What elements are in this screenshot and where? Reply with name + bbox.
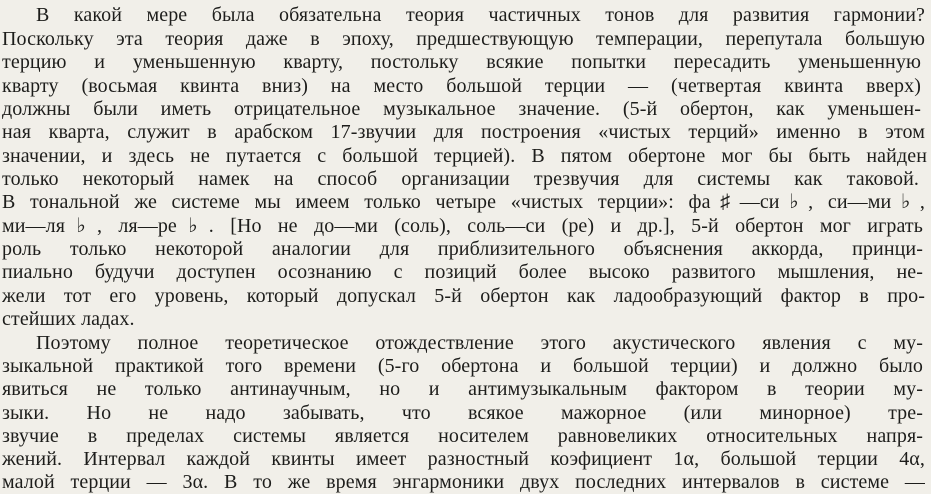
text-line-5: должны были иметь отрицательное музыкальное значение. (5-й обертон, как уменьшен- [2,98,921,120]
text-line-8: только некоторый намек на способ организации трезвучия для системы как таковой. [2,168,919,190]
text-line-7: значении, и здесь не путается с большой терцией). В пятом обертоне мог бы быть найден [2,145,927,167]
text-line-4: кварту (восьмая квинта вниз) на место большой терции — (четвертая квинта вверх) [2,75,921,97]
text-line-9: В тональной же системе мы имеем только четыре «чистых терции»: фа♯—си♭, си—ми♭, [2,191,925,213]
text-line-21: малой терции — 3α. В то же время энгармоники двух последних интервалов в системе — [2,471,925,493]
text-line-15: Поэтому полное теоретическое отождествление этого акустического явления с му- [36,332,923,354]
text-line-17: явиться не только антинаучным, но и антимузыкальным фактором в теории му- [2,378,923,400]
text-line-11: роль только некоторой аналогии для приблизительного объяснения аккорда, принци- [2,238,923,260]
text-line-19: звучие в пределах системы является носителем равновеликих относительных напря- [2,425,923,447]
text-line-10: ми—ля♭, ля—ре♭. [Но не до—ми (соль), соль—си (ре) и др.], 5-й обертон мог играть [2,215,923,237]
text-line-20: жений. Интервал каждой квинты имеет разностный коэфициент 1α, большой терции 4α, [2,448,925,470]
text-line-13: жели тот его уровень, который допускал 5-й обертон как ладообразующий фактор в про- [2,285,925,307]
text-line-12: пиально будучи доступен осознанию с позиций более высоко развитого мышления, не- [2,261,923,283]
text-line-14: стейших ладах. [2,308,135,330]
text-line-2: Поскольку эта теория даже в эпоху, предшествующую темперации, перепутала большую [2,28,925,50]
text-line-18: зыки. Но не надо забывать, что всякое мажорное (или минорное) тре- [2,402,923,424]
text-line-3: терцию и уменьшенную кварту, постольку всякие попытки пересадить уменьшенную [2,51,921,73]
text-line-6: ная кварта, служит в арабском 17-звучии для построения «чистых терций» именно в этом [2,121,925,143]
text-line-1: В какой мере была обязательна теория частичных тонов для развития гармонии? [36,4,925,26]
text-line-16: зыкальной практикой того времени (5-го обертона и большой терции) и должно было [2,355,923,377]
